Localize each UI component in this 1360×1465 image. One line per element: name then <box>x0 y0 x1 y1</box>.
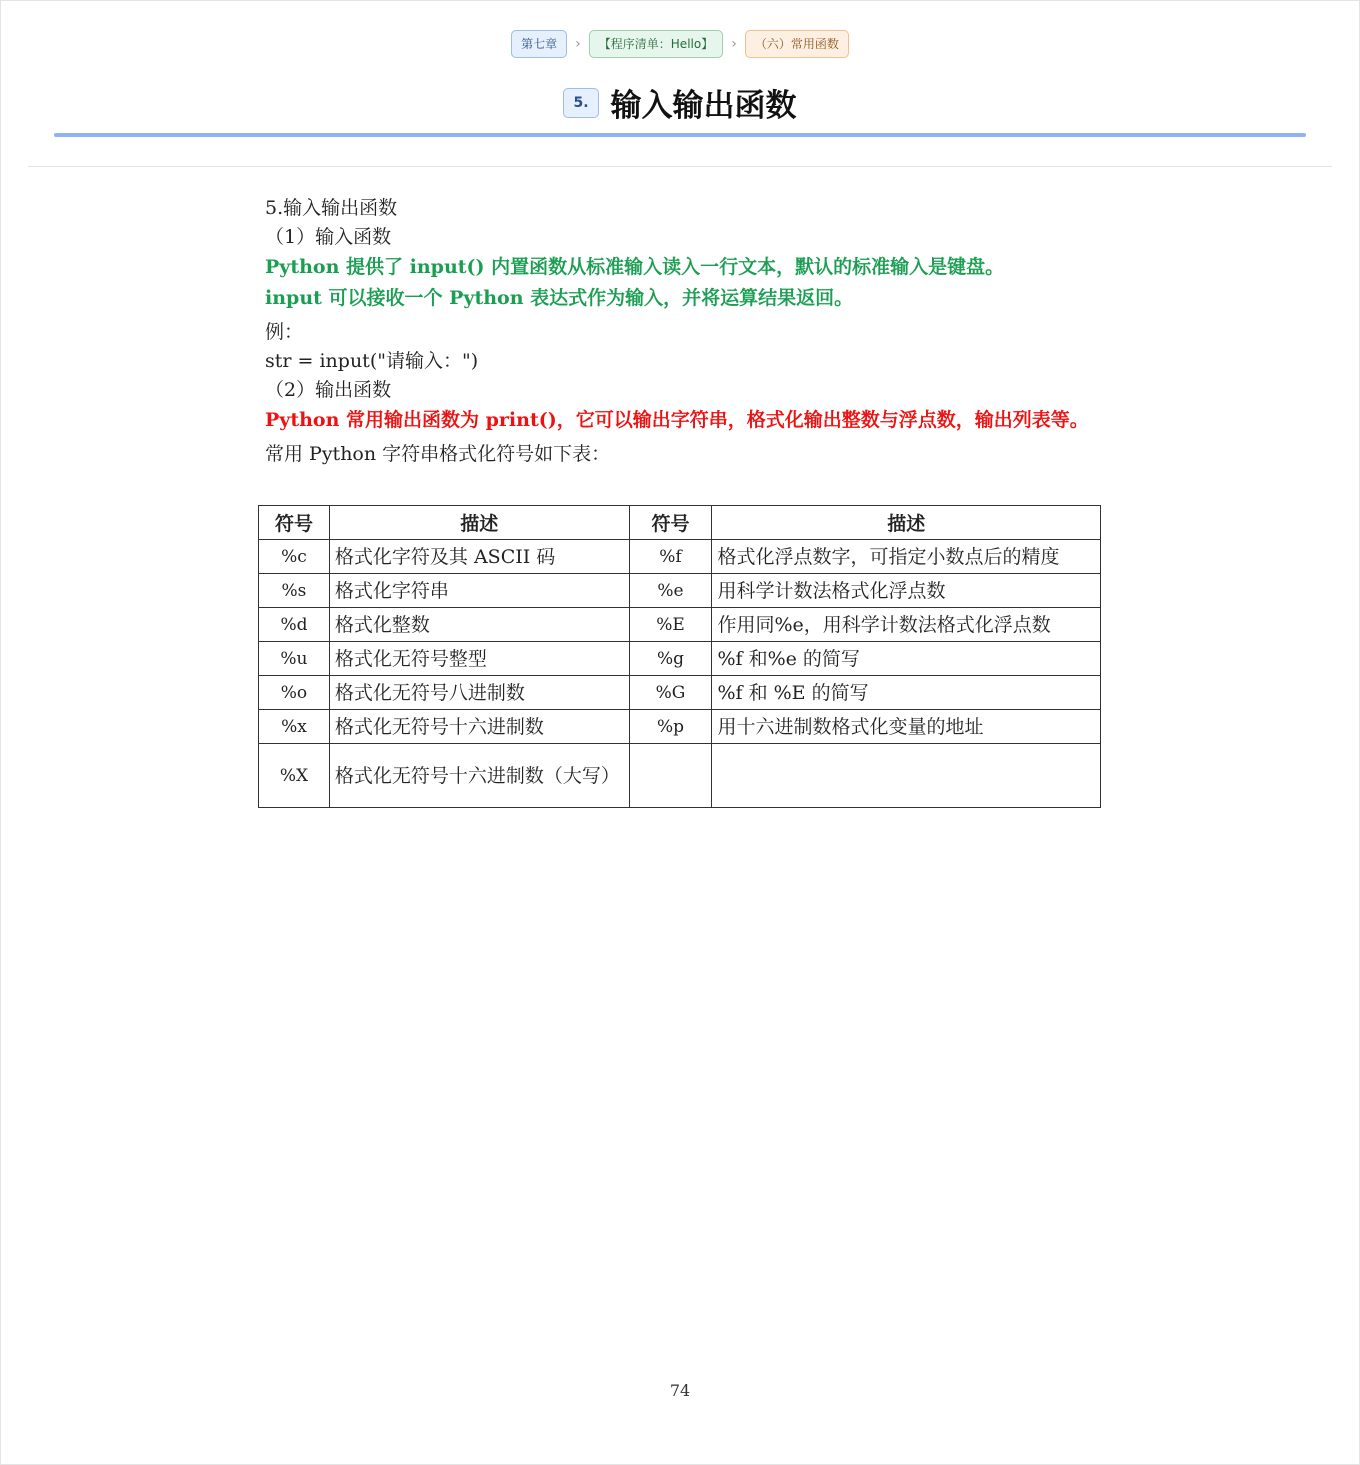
title-text: 输入输出函数 <box>610 88 797 124</box>
document-body <box>265 194 1105 469</box>
page-number: 74 <box>669 1381 691 1400</box>
table-row <box>259 676 1101 710</box>
table-cell-description: %f 和%e 的简写 <box>712 642 1101 676</box>
table-cell-description: 作用同%e，用科学计数法格式化浮点数 <box>712 608 1101 642</box>
table-cell-symbol: %d <box>259 608 330 642</box>
table-intro: 常用 Python 字符串格式化符号如下表： <box>265 443 611 465</box>
breadcrumb-subsection[interactable]: （六）常用函数 <box>745 30 849 58</box>
breadcrumb <box>0 30 1360 58</box>
section-heading: 5.输入输出函数 <box>265 197 398 219</box>
table-cell-description: 格式化无符号十六进制数（大写） <box>329 744 629 808</box>
output-function-heading: （2）输出函数 <box>265 379 392 401</box>
table-cell-symbol: %p <box>629 710 712 744</box>
table-cell-symbol: %f <box>629 540 712 574</box>
table-row <box>259 540 1101 574</box>
table-cell-symbol: %E <box>629 608 712 642</box>
table-row <box>259 574 1101 608</box>
table-cell-symbol: %e <box>629 574 712 608</box>
table-cell-description: 用科学计数法格式化浮点数 <box>712 574 1101 608</box>
output-description: Python 常用输出函数为 print()，它可以输出字符串，格式化输出整数与浮点数，输出列表等。 <box>265 409 1089 431</box>
table-cell-description: 用十六进制数格式化变量的地址 <box>712 710 1101 744</box>
table-cell-symbol: %g <box>629 642 712 676</box>
title-number-badge: 5. <box>563 88 598 118</box>
table-cell-description: 格式化整数 <box>329 608 629 642</box>
table-cell-symbol: %s <box>259 574 330 608</box>
table-cell-symbol: %G <box>629 676 712 710</box>
table-row <box>259 744 1101 808</box>
table-row <box>259 710 1101 744</box>
example-label: 例： <box>265 321 304 343</box>
input-function-heading: （1）输入函数 <box>265 226 392 248</box>
table-cell-description <box>712 744 1101 808</box>
table-header-description: 描述 <box>329 506 629 540</box>
table-cell-description: 格式化无符号整型 <box>329 642 629 676</box>
table-cell-symbol: %x <box>259 710 330 744</box>
table-cell-description: 格式化字符串 <box>329 574 629 608</box>
table-cell-description: 格式化无符号八进制数 <box>329 676 629 710</box>
title-underline <box>54 133 1306 137</box>
format-symbol-table <box>258 505 1101 808</box>
table-row <box>259 642 1101 676</box>
table-cell-description: 格式化字符及其 ASCII 码 <box>329 540 629 574</box>
table-cell-symbol <box>629 744 712 808</box>
example-code: str = input("请输入：") <box>265 350 479 372</box>
breadcrumb-chapter[interactable]: 第七章 <box>511 30 567 58</box>
table-header-row <box>259 506 1101 540</box>
table-header-description: 描述 <box>712 506 1101 540</box>
page-title <box>0 80 1360 125</box>
table-header-symbol: 符号 <box>629 506 712 540</box>
table-row <box>259 608 1101 642</box>
table-cell-symbol: %u <box>259 642 330 676</box>
input-description-2: input 可以接收一个 Python 表达式作为输入，并将运算结果返回。 <box>265 287 854 309</box>
table-cell-symbol: %c <box>259 540 330 574</box>
breadcrumb-separator-icon: › <box>731 36 737 52</box>
breadcrumb-section[interactable]: 【程序清单：Hello】 <box>589 30 723 58</box>
header-divider <box>28 166 1332 167</box>
input-description-1: Python 提供了 input() 内置函数从标准输入读入一行文本，默认的标准输入是键盘。 <box>265 256 1005 278</box>
table-cell-description: 格式化无符号十六进制数 <box>329 710 629 744</box>
table-cell-symbol: %o <box>259 676 330 710</box>
table-cell-symbol: %X <box>259 744 330 808</box>
breadcrumb-separator-icon: › <box>575 36 581 52</box>
table-cell-description: %f 和 %E 的简写 <box>712 676 1101 710</box>
table-cell-description: 格式化浮点数字，可指定小数点后的精度 <box>712 540 1101 574</box>
table-header-symbol: 符号 <box>259 506 330 540</box>
